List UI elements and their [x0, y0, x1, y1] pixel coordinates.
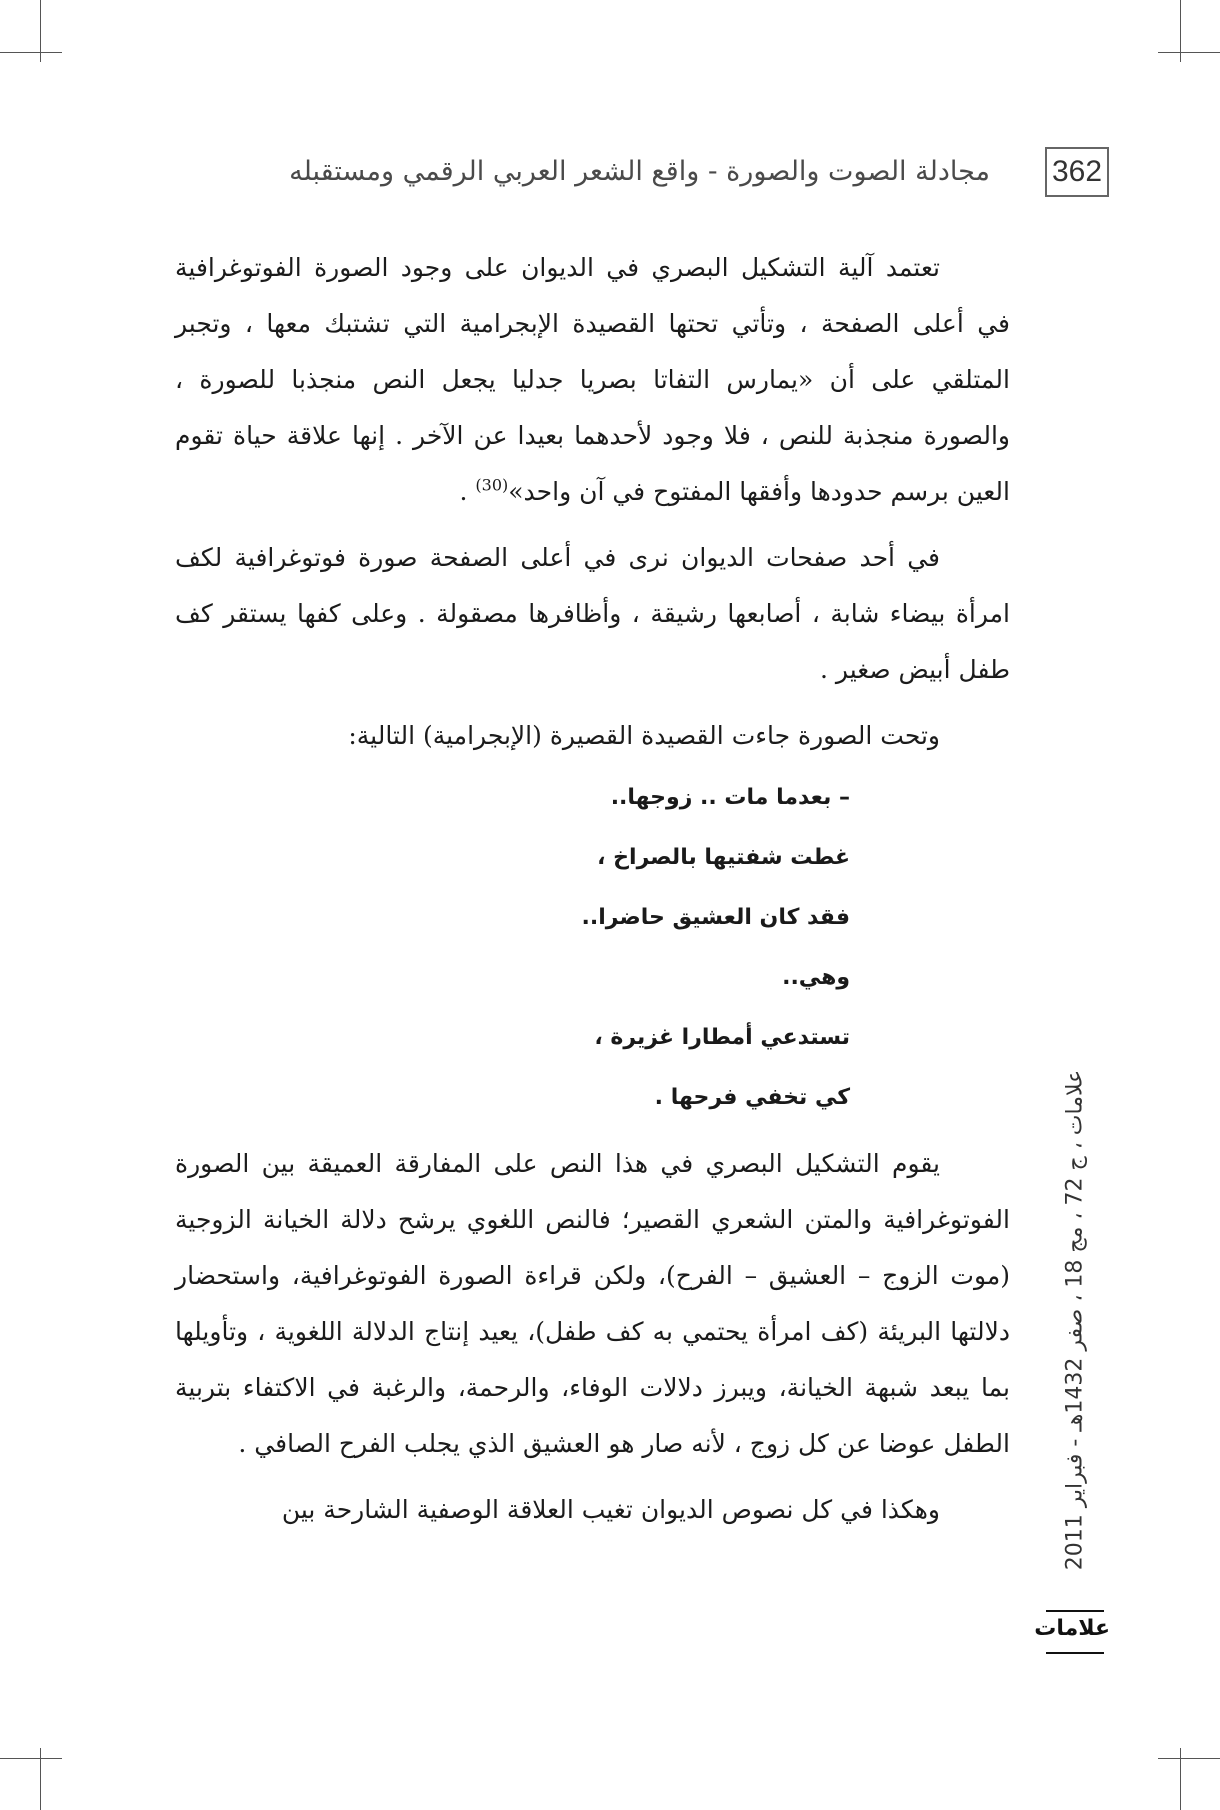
paragraph-5: [175, 1482, 1010, 1538]
crop-mark: [0, 1758, 62, 1759]
poem-line: – بعدما مات .. زوجها..: [610, 785, 850, 810]
paragraph-4: [175, 1136, 1010, 1472]
poem-line: كي تخفي فرحها .: [654, 1085, 850, 1110]
paragraph-2: [175, 530, 1010, 698]
paragraph-4-text: يقوم التشكيل البصري في هذا النص على المفارقة العميقة بين الصورة الفوتوغرافية والمتن الشعري القصير؛ فالنص اللغوي يرشح دلالة الخيانة الزوجية (موت الزوج – العشيق – الفرح)، ولكن قراءة الصورة الفوتوغرافية، واستحضار دلالتها البريئة (كف امرأة يحتمي به كف طفل)، يعيد إنتاج الدلالة اللغوية ، وتأويلها بما يبعد شبهة الخيانة، ويبرز دلالات الوفاء، والرحمة، والرغبة في الاكتفاء بتربية الطفل عوضا عن كل زوج ، لأنه صار هو العشيق الذي يجلب الفرح الصافي .: [175, 1149, 1010, 1458]
paragraph-1-text: تعتمد آلية التشكيل البصري في الديوان على وجود الصورة الفوتوغرافية في أعلى الصفحة ، وتأتي تحتها القصيدة الإبجرامية التي تشتبك معها ، وتجبر المتلقي على أن «يمارس التفاتا بصريا جدليا يجعل النص منجذبا للصورة ، والصورة منجذبة للنص ، فلا وجود لأحدهما بعيدا عن الآخر . إنها علاقة حياة تقوم العين برسم حدودها وأفقها المفتوح في آن واحد»: [175, 253, 1010, 506]
crop-mark: [1158, 52, 1220, 53]
main-text: [175, 240, 1010, 1538]
journal-logo: [1034, 1610, 1110, 1656]
footnote-ref: (30): [475, 475, 509, 495]
journal-info-text: علامات ، ج 72 ، مج 18 ، صفر 1432هـ - فبراير 2011: [1062, 1069, 1088, 1571]
poem-line: فقد كان العشيق حاضرا..: [581, 905, 850, 930]
poem-line: وهي..: [782, 965, 850, 990]
journal-logo-text: علامات: [1034, 1616, 1110, 1641]
page-number: 362: [1045, 147, 1109, 197]
poem-line: تستدعي أمطارا غزيرة ،: [594, 1025, 850, 1050]
crop-mark: [1158, 1758, 1220, 1759]
paragraph-5-text: وهكذا في كل نصوص الديوان تغيب العلاقة الوصفية الشارحة بين: [281, 1495, 940, 1524]
poem: [175, 768, 1010, 1128]
paragraph-3-text: وتحت الصورة جاءت القصيدة القصيرة (الإبجرامية) التالية:: [348, 721, 940, 750]
paragraph-2-text: في أحد صفحات الديوان نرى في أعلى الصفحة صورة فوتوغرافية لكف امرأة بيضاء شابة ، أصابعها رشيقة ، وأظافرها مصقولة . وعلى كفها يستقر كف طفل أبيض صغير .: [175, 543, 1010, 684]
poem-line: غطت شفتيها بالصراخ ،: [597, 845, 850, 870]
running-title: مجادلة الصوت والصورة - واقع الشعر العربي الرقمي ومستقبله: [289, 156, 990, 187]
paragraph-1: [175, 240, 1010, 520]
paragraph-3: [175, 708, 1010, 764]
journal-info: [1055, 1040, 1095, 1600]
crop-mark: [0, 52, 62, 53]
paragraph-1-end: .: [459, 477, 468, 506]
